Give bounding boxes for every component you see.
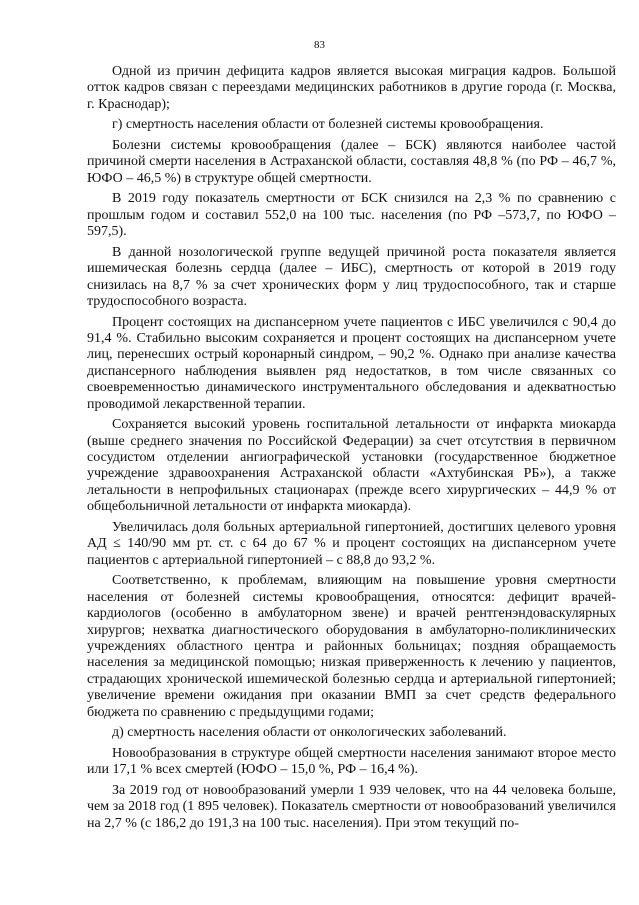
paragraph-staff-migration: Одной из причин дефицита кадров является высокая миграция кадров. Большой отток кадров связан с переездами медицинских работников в другие города (г. Москва, г. Краснодар); (87, 64, 616, 112)
paragraph-ibs: В данной нозологической группе ведущей причиной роста показателя является ишемическая болезнь сердца (далее – ИБС), смертность от которой в 2019 году снизилась на 8,7 % за счет хронических форм у лиц трудоспособного, так и старше трудоспособного возраста. (87, 244, 616, 310)
paragraph-item-g-heading: г) смертность населения области от болезней системы кровообращения. (112, 117, 544, 133)
paragraph-neoplasms-share: Новообразования в структуре общей смертности населения занимают второе место или 17,1 % всех смертей (ЮФО – 15,0 %, РФ – 16,4 %). (87, 745, 616, 778)
paragraph-hospital-lethality: Сохраняется высокий уровень госпитальной летальности от инфаркта миокарда (выше среднего значения по Российской Федерации) за счет отсутствия в первичном сосудистом отделении ангиографической установки (государственное бюджетное учреждение здравоохранения Астраханской области «Ахтубинская РБ»), а также летальности в непрофильных стационарах (прежде всего хирургических – 44,9 % от общебольничной летальности от инфаркта миокарда). (87, 417, 616, 515)
page-number: 83 (314, 39, 325, 51)
paragraph-hypertension: Увеличилась доля больных артериальной гипертонией, достигших целевого уровня АД ≤ 140/90 мм рт. ст. с 64 до 67 % и процент состоящих на диспансерном учете пациентов с артериальной гипертонией – с 88,8 до 93,2 %. (87, 519, 616, 568)
paragraph-item-d-heading: д) смертность населения области от онкологических заболеваний. (112, 725, 507, 741)
paragraph-bsk-2019: В 2019 году показатель смертности от БСК снизился на 2,3 % по сравнению с прошлым годом и составил 552,0 на 100 тыс. населения (по РФ –573,7, по ЮФО – 597,5). (87, 191, 616, 240)
paragraph-dispensary: Процент состоящих на диспансерном учете пациентов с ИБС увеличился с 90,4 до 91,4 %. Стабильно высоким сохраняется и процент состоящих на диспансерном учете лиц, перенесших острый коронарный синдром, – 90,2 %. Однако при анализе качества диспансерного наблюдения выявлен ряд недостатков, в том числе связанных со своевременностью динамического инструментального обследования и адекватностью проводимой лекарственной терапии. (87, 314, 616, 412)
document-body (87, 64, 616, 836)
paragraph-neoplasms-2019: За 2019 год от новообразований умерли 1 939 человек, что на 44 человека больше, чем за 2018 год (1 895 человек). Показатель смертности от новообразований увеличился на 2,7 % (с 186,2 до 191,3 на 100 тыс. населения). При этом текущий по- (87, 782, 616, 831)
paragraph-bsk-share: Болезни системы кровообращения (далее – БСК) являются наиболее частой причиной смерти населения в Астраханской области, составляя 48,8 % (по РФ – 46,7 %, ЮФО – 46,5 %) в структуре общей смертности. (87, 138, 616, 186)
paragraph-problems: Соответственно, к проблемам, влияющим на повышение уровня смертности населения от болезней системы кровообращения, относятся: дефицит врачей-кардиологов (особенно в амбулаторном звене) и врачей рентгенэндоваскулярных хирургов; нехватка диагностического оборудования в амбулаторно-поликлинических учреждениях областного центра и районных больницах; поздняя обращаемость населения за медицинской помощью; низкая приверженность к лечению у пациентов, страдающих хронической ишемической болезнью сердца и артериальной гипертонией; увеличение времени ожидания при оказании ВМП за счет средств федерального бюджета по сравнению с предыдущими годами; (87, 573, 616, 720)
